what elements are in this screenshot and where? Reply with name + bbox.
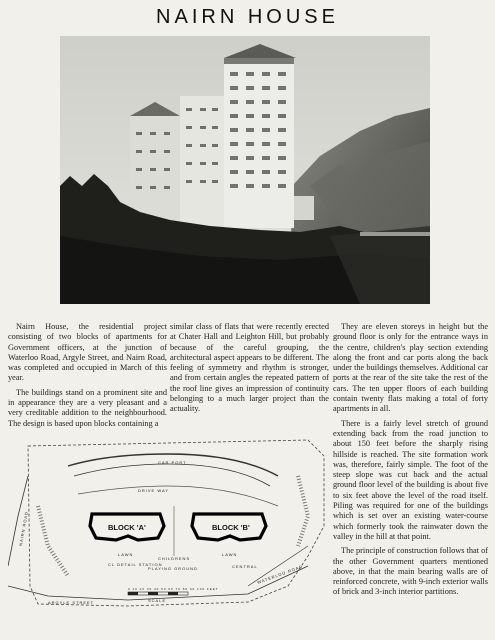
lawn-label: LAWN	[222, 552, 238, 557]
lawn-label: LAWN	[118, 552, 134, 557]
site-plan-drawing	[8, 436, 330, 612]
site-plan	[8, 436, 330, 612]
nairn-road-label: NAIRN ROAD	[18, 510, 30, 547]
text-column-1	[8, 322, 167, 433]
scale-label: SCALE	[148, 598, 167, 603]
paragraph: There is a fairly level stretch of ground extending back from the road junction to about 150 feet before the sharply rising hillside is reached. The site formation work was, therefore, fairly simple. The foot of the steep slope was cut back and the actual ground floor level of the building is about five to six feet above the level of the road itself. Piling was required for one of the buildings which is set over an existing water-course which formerly took the rainwater down the valley in the hill at that point.	[333, 418, 488, 541]
argyle-street-label: ARGYLE STREET	[48, 600, 95, 605]
paragraph: They are eleven storeys in height but the ground floor is only for the entrance ways in the centre, children's play section extending along the front and car ports along the back under the buildings themselves. Additional car ports at the rear of the site take the rest of the cars. The ten upper floors of each building contain twenty flats making a total of forty apartments in all.	[333, 322, 488, 414]
page-title: NAIRN HOUSE	[156, 6, 339, 28]
block-b-label: BLOCK 'B'	[212, 523, 250, 532]
text-column-2	[170, 322, 329, 419]
apartment-photo	[60, 36, 430, 304]
paragraph: similar class of flats that were recently erected at Chater Hall and Leighton Hill, but probably because of the careful grouping, the architectural aspect appears to be different. The feeling of symmetry and rhythm is stronger, and from certain angles the repeated pattern of the roof line gives an impression of continuity belonging to a much larger project than the actuality.	[170, 322, 329, 414]
paragraph: The buildings stand on a prominent site and in appearance they are a very pleasant and a very creditable addition to the neighbourhood. The design is based upon blocks containing a	[8, 387, 167, 428]
central-label: CENTRAL	[232, 564, 258, 569]
cl-detail-label: CL DETAIL STATION	[108, 562, 163, 567]
waterloo-road-label: WATERLOO ROAD	[256, 563, 304, 585]
scale-ticks-label: 0 10 20 30 40 50 60 70 80 90 100 FEET	[128, 587, 219, 591]
block-a-label: BLOCK 'A'	[108, 523, 146, 532]
text-column-3	[333, 322, 488, 602]
playing-ground-label: PLAYING GROUND	[148, 566, 198, 571]
paragraph: Nairn House, the residential project consisting of two blocks of apartments for Government officers, at the junction of Waterloo Road, Argyle Street, and Nairn Road, was completed and occupied in March of this year.	[8, 322, 167, 383]
childrens-label: CHILDRENS	[158, 556, 191, 561]
paragraph: The principle of construction follows that of the other Government quarters mentioned above, in that the main bearing walls are of reinforced concrete, with 9-inch exterior walls of brick and 3-inch interior partitions.	[333, 546, 489, 597]
building-photo	[60, 36, 430, 304]
scale-bar	[128, 592, 188, 595]
car-port-label: CAR PORT	[158, 460, 187, 465]
drive-way-label: DRIVE WAY	[138, 488, 170, 493]
